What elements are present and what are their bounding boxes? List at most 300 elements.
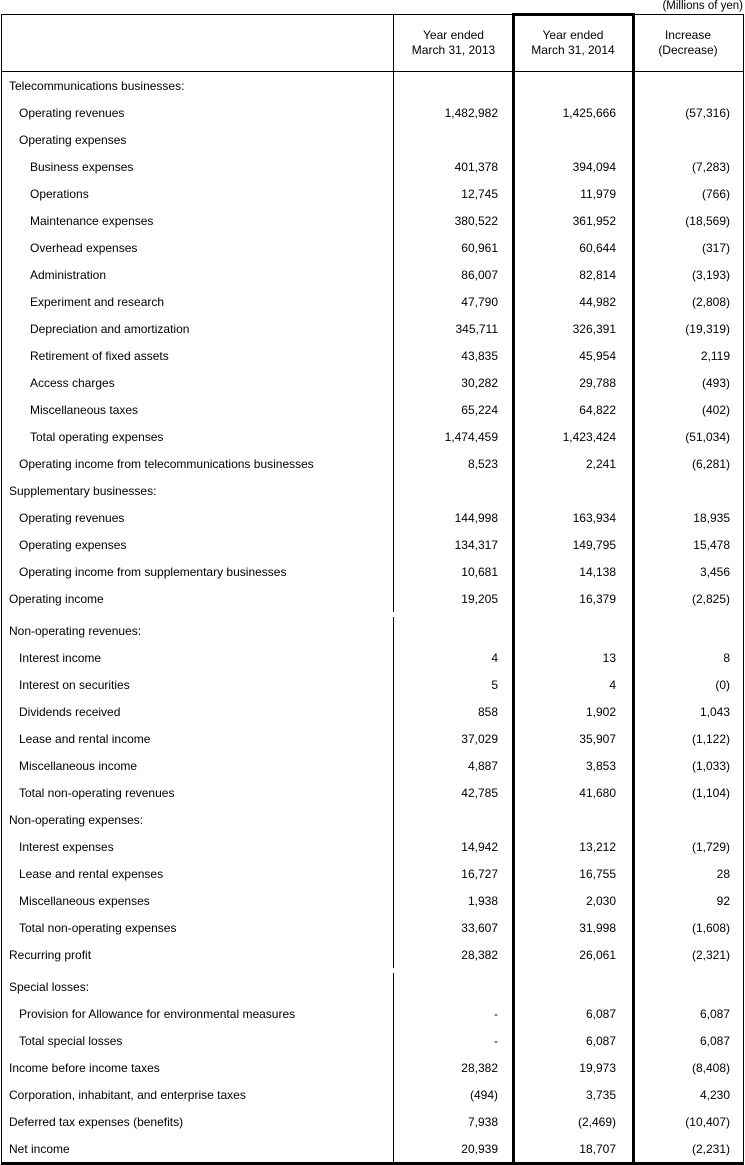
table-row — [2, 941, 743, 968]
cell-2013 — [394, 315, 514, 342]
header-year-2014 — [514, 15, 633, 71]
row-label-cell — [2, 973, 394, 1000]
cell-2014 — [514, 72, 633, 99]
cell-2014 — [514, 99, 633, 126]
cell-2014 — [514, 752, 633, 779]
header-increase-line1: Increase — [664, 28, 711, 42]
value-2013: 401,378 — [454, 159, 498, 174]
value-increase: 18,935 — [693, 510, 730, 525]
cell-increase — [633, 261, 743, 288]
row-label-cell — [2, 698, 394, 725]
row-label: Lease and rental income — [19, 731, 151, 746]
cell-2013 — [394, 531, 514, 558]
row-label: Overhead expenses — [30, 240, 138, 255]
value-increase: (19,319) — [685, 321, 730, 336]
value-increase: (0) — [715, 677, 730, 692]
row-label-cell — [2, 725, 394, 752]
cell-2014 — [514, 887, 633, 914]
header-year-2013-line2: March 31, 2013 — [411, 43, 496, 57]
row-label: Maintenance expenses — [30, 213, 154, 228]
value-increase: (18,569) — [685, 213, 730, 228]
cell-increase — [633, 72, 743, 99]
table-row — [2, 153, 743, 180]
table-row — [2, 887, 743, 914]
value-2014: 26,061 — [579, 947, 616, 962]
cell-2013 — [394, 72, 514, 99]
table-row — [2, 671, 743, 698]
table-row — [2, 558, 743, 585]
row-label: Retirement of fixed assets — [30, 348, 169, 363]
table-row — [2, 315, 743, 342]
table-row — [2, 833, 743, 860]
row-label-cell — [2, 671, 394, 698]
value-increase: (8,408) — [691, 1060, 730, 1075]
cell-increase — [633, 315, 743, 342]
table-row — [2, 531, 743, 558]
row-label: Experiment and research — [30, 294, 165, 309]
cell-2013 — [394, 860, 514, 887]
value-2013: 1,474,459 — [444, 429, 498, 444]
value-2014: 44,982 — [579, 294, 616, 309]
cell-2014 — [514, 941, 633, 968]
value-2014: 2,241 — [585, 456, 616, 471]
value-2014: 64,822 — [579, 402, 616, 417]
value-increase: (2,231) — [691, 1141, 730, 1156]
row-label-cell — [2, 261, 394, 288]
value-2013: 37,029 — [461, 731, 498, 746]
cell-2014 — [514, 1081, 633, 1108]
row-label: Operations — [30, 186, 89, 201]
cell-increase — [633, 644, 743, 671]
cell-increase — [633, 725, 743, 752]
value-increase: (493) — [701, 375, 730, 390]
value-increase: 1,043 — [699, 704, 730, 719]
row-label-cell — [2, 585, 394, 612]
table-row — [2, 585, 743, 612]
table-row — [2, 1000, 743, 1027]
row-label: Non-operating expenses: — [9, 812, 144, 827]
row-label-cell — [2, 617, 394, 644]
cell-increase — [633, 531, 743, 558]
value-2014: 361,952 — [572, 213, 616, 228]
value-increase: (1,729) — [691, 839, 730, 854]
value-2014: 35,907 — [579, 731, 616, 746]
row-label-cell — [2, 1027, 394, 1054]
cell-increase — [633, 698, 743, 725]
value-2013: 1,482,982 — [444, 105, 498, 120]
table-row — [2, 725, 743, 752]
value-increase: 2,119 — [700, 348, 730, 363]
value-increase: (2,808) — [691, 294, 730, 309]
value-2013: 144,998 — [454, 510, 498, 525]
cell-2013 — [394, 725, 514, 752]
value-2013: (494) — [469, 1087, 498, 1102]
cell-2014 — [514, 725, 633, 752]
value-2014: 4 — [609, 677, 616, 692]
cell-increase — [633, 504, 743, 531]
table-row — [2, 1054, 743, 1081]
cell-2013 — [394, 477, 514, 504]
cell-2013 — [394, 369, 514, 396]
cell-2014 — [514, 531, 633, 558]
row-label-cell — [2, 180, 394, 207]
value-2014: 1,423,424 — [562, 429, 616, 444]
cell-increase — [633, 180, 743, 207]
row-label-cell — [2, 1000, 394, 1027]
cell-increase — [633, 207, 743, 234]
cell-2014 — [514, 833, 633, 860]
value-2014: 16,379 — [579, 591, 616, 606]
value-2014: 11,979 — [580, 186, 616, 201]
cell-increase — [633, 99, 743, 126]
cell-2014 — [514, 973, 633, 1000]
cell-2013 — [394, 698, 514, 725]
header-label-cell — [2, 15, 394, 71]
value-2013: 30,282 — [461, 375, 498, 390]
table-row — [2, 180, 743, 207]
value-2013: 345,711 — [455, 321, 498, 336]
income-statement-table — [1, 14, 744, 1165]
value-2013: 8,523 — [467, 456, 498, 471]
cell-2013 — [394, 752, 514, 779]
header-year-2014-line1: Year ended — [542, 28, 604, 42]
row-label: Recurring profit — [9, 947, 92, 962]
value-2014: 326,391 — [572, 321, 616, 336]
row-label-cell — [2, 752, 394, 779]
cell-increase — [633, 779, 743, 806]
value-2014: 16,755 — [579, 866, 616, 881]
cell-increase — [633, 914, 743, 941]
row-label-cell — [2, 833, 394, 860]
table-row — [2, 423, 743, 450]
cell-2014 — [514, 369, 633, 396]
cell-2014 — [514, 261, 633, 288]
row-label: Miscellaneous income — [19, 758, 138, 773]
value-2014: 13,212 — [579, 839, 616, 854]
value-2013: 86,007 — [461, 267, 498, 282]
cell-2013 — [394, 261, 514, 288]
value-increase: 6,087 — [699, 1033, 730, 1048]
value-2013: 47,790 — [461, 294, 498, 309]
cell-2013 — [394, 887, 514, 914]
cell-increase — [633, 1081, 743, 1108]
cell-2013 — [394, 779, 514, 806]
value-2014: 82,814 — [579, 267, 616, 282]
value-2013: 380,522 — [454, 213, 498, 228]
row-label: Deferred tax expenses (benefits) — [9, 1114, 184, 1129]
value-2014: 394,094 — [572, 159, 616, 174]
cell-2014 — [514, 504, 633, 531]
cell-2014 — [514, 1054, 633, 1081]
table-row — [2, 126, 743, 153]
row-label: Provision for Allowance for environmental measures — [19, 1006, 296, 1021]
value-increase: 6,087 — [699, 1006, 730, 1021]
value-2014: 18,707 — [579, 1141, 616, 1156]
row-label: Special losses: — [9, 979, 90, 994]
cell-2014 — [514, 558, 633, 585]
cell-2013 — [394, 806, 514, 833]
row-label-cell — [2, 126, 394, 153]
value-increase: (10,407) — [685, 1114, 730, 1129]
table-row — [2, 1081, 743, 1108]
row-label: Total operating expenses — [30, 429, 164, 444]
cell-2014 — [514, 450, 633, 477]
table-row — [2, 477, 743, 504]
cell-increase — [633, 941, 743, 968]
cell-increase — [633, 585, 743, 612]
value-2013: 20,939 — [461, 1141, 498, 1156]
value-2013: 60,961 — [461, 240, 498, 255]
row-label: Interest expenses — [19, 839, 114, 854]
value-2013: 5 — [491, 677, 498, 692]
cell-2013 — [394, 504, 514, 531]
row-label: Operating revenues — [19, 105, 125, 120]
table-row — [2, 806, 743, 833]
value-2014: 3,853 — [585, 758, 616, 773]
row-label: Operating expenses — [19, 537, 127, 552]
row-label-cell — [2, 941, 394, 968]
row-label: Total non-operating revenues — [19, 785, 175, 800]
row-label-cell — [2, 1135, 394, 1162]
row-label: Total special losses — [19, 1033, 123, 1048]
cell-2014 — [514, 207, 633, 234]
row-label: Depreciation and amortization — [30, 321, 190, 336]
value-2014: 14,138 — [579, 564, 616, 579]
row-label: Administration — [30, 267, 107, 282]
cell-2013 — [394, 99, 514, 126]
table-row — [2, 1135, 743, 1162]
value-increase: (1,608) — [691, 920, 730, 935]
row-label: Miscellaneous taxes — [30, 402, 139, 417]
row-label: Supplementary businesses: — [9, 483, 157, 498]
row-label-cell — [2, 779, 394, 806]
row-label: Lease and rental expenses — [19, 866, 164, 881]
header-increase-line2: (Decrease) — [658, 43, 718, 57]
value-2013: 65,224 — [461, 402, 498, 417]
cell-2013 — [394, 558, 514, 585]
table-row — [2, 261, 743, 288]
row-label-cell — [2, 423, 394, 450]
table-row — [2, 612, 743, 644]
table-row — [2, 450, 743, 477]
value-2013: 19,205 — [461, 591, 498, 606]
value-2014: 6,087 — [585, 1006, 616, 1021]
value-2013: 4 — [491, 650, 498, 665]
cell-increase — [633, 477, 743, 504]
value-increase: (402) — [701, 402, 730, 417]
cell-2014 — [514, 1027, 633, 1054]
cell-increase — [633, 671, 743, 698]
row-label-cell — [2, 531, 394, 558]
table-row — [2, 396, 743, 423]
row-label: Operating income — [9, 591, 104, 606]
table-body — [2, 72, 743, 1162]
cell-2014 — [514, 1135, 633, 1162]
row-label-cell — [2, 914, 394, 941]
value-2014: 60,644 — [579, 240, 616, 255]
cell-increase — [633, 1054, 743, 1081]
row-label: Operating income from telecommunications businesses — [19, 456, 314, 471]
cell-2014 — [514, 1108, 633, 1135]
cell-2013 — [394, 644, 514, 671]
row-label-cell — [2, 1108, 394, 1135]
row-label-cell — [2, 342, 394, 369]
cell-2013 — [394, 342, 514, 369]
value-2014: 149,795 — [572, 537, 616, 552]
value-2013: - — [494, 1006, 498, 1021]
value-increase: 8 — [723, 650, 730, 665]
row-label: Net income — [9, 1141, 70, 1156]
value-increase: (57,316) — [685, 105, 730, 120]
value-2013: 28,382 — [461, 1060, 498, 1075]
header-year-2013 — [394, 15, 514, 71]
cell-2013 — [394, 585, 514, 612]
cell-2013 — [394, 941, 514, 968]
cell-2014 — [514, 396, 633, 423]
table-row — [2, 860, 743, 887]
cell-2014 — [514, 644, 633, 671]
row-label-cell — [2, 477, 394, 504]
value-increase: (2,321) — [691, 947, 730, 962]
cell-increase — [633, 806, 743, 833]
row-label-cell — [2, 396, 394, 423]
cell-2013 — [394, 914, 514, 941]
table-row — [2, 779, 743, 806]
cell-increase — [633, 342, 743, 369]
row-label-cell — [2, 72, 394, 99]
table-row — [2, 1108, 743, 1135]
cell-2013 — [394, 1135, 514, 1162]
row-label: Corporation, inhabitant, and enterprise taxes — [9, 1087, 246, 1102]
row-label-cell — [2, 207, 394, 234]
cell-2013 — [394, 207, 514, 234]
row-label: Operating income from supplementary businesses — [19, 564, 287, 579]
cell-2013 — [394, 1108, 514, 1135]
row-label-cell — [2, 644, 394, 671]
table-row — [2, 234, 743, 261]
row-label-cell — [2, 153, 394, 180]
value-increase: (7,283) — [691, 159, 730, 174]
value-2014: 29,788 — [579, 375, 616, 390]
value-2013: 43,835 — [461, 348, 498, 363]
cell-2013 — [394, 126, 514, 153]
table-row — [2, 644, 743, 671]
value-increase: (2,825) — [691, 591, 730, 606]
value-2013: 134,317 — [454, 537, 498, 552]
cell-2014 — [514, 153, 633, 180]
row-label-cell — [2, 234, 394, 261]
row-label: Access charges — [30, 375, 115, 390]
row-label-cell — [2, 450, 394, 477]
cell-increase — [633, 752, 743, 779]
cell-2013 — [394, 973, 514, 1000]
cell-2014 — [514, 126, 633, 153]
row-label-cell — [2, 558, 394, 585]
cell-2014 — [514, 698, 633, 725]
value-2014: 2,030 — [585, 893, 616, 908]
row-label: Dividends received — [19, 704, 121, 719]
cell-increase — [633, 450, 743, 477]
cell-2013 — [394, 450, 514, 477]
cell-increase — [633, 973, 743, 1000]
row-label-cell — [2, 504, 394, 531]
table-row — [2, 72, 743, 99]
value-2014: 45,954 — [579, 348, 616, 363]
row-label: Business expenses — [30, 159, 134, 174]
cell-2014 — [514, 779, 633, 806]
value-2013: 858 — [477, 704, 498, 719]
cell-increase — [633, 369, 743, 396]
row-label: Operating expenses — [19, 132, 127, 147]
cell-increase — [633, 1135, 743, 1162]
value-2013: 28,382 — [461, 947, 498, 962]
cell-2013 — [394, 833, 514, 860]
cell-2014 — [514, 806, 633, 833]
value-increase: 15,478 — [693, 537, 730, 552]
cell-2014 — [514, 342, 633, 369]
cell-2014 — [514, 1000, 633, 1027]
row-label-cell — [2, 288, 394, 315]
cell-2013 — [394, 288, 514, 315]
row-label: Total non-operating expenses — [19, 920, 177, 935]
value-increase: (6,281) — [691, 456, 730, 471]
value-increase: (317) — [701, 240, 730, 255]
value-increase: 3,456 — [699, 564, 730, 579]
value-increase: (766) — [701, 186, 730, 201]
cell-2013 — [394, 234, 514, 261]
value-2013: 16,727 — [461, 866, 498, 881]
row-label: Interest income — [19, 650, 102, 665]
cell-2013 — [394, 1054, 514, 1081]
cell-2013 — [394, 180, 514, 207]
row-label-cell — [2, 860, 394, 887]
cell-2014 — [514, 180, 633, 207]
row-label: Operating revenues — [19, 510, 125, 525]
value-2013: - — [494, 1033, 498, 1048]
cell-increase — [633, 833, 743, 860]
value-2013: 1,938 — [467, 893, 498, 908]
cell-2014 — [514, 423, 633, 450]
value-2013: 14,942 — [461, 839, 498, 854]
row-label: Non-operating revenues: — [9, 623, 142, 638]
cell-increase — [633, 234, 743, 261]
cell-2013 — [394, 1027, 514, 1054]
value-2014: 1,902 — [585, 704, 616, 719]
cell-increase — [633, 396, 743, 423]
row-label-cell — [2, 315, 394, 342]
units-note: (Millions of yen) — [662, 0, 743, 12]
value-increase: 28 — [716, 866, 730, 881]
value-2013: 4,887 — [467, 758, 498, 773]
value-2013: 33,607 — [461, 920, 498, 935]
cell-2014 — [514, 671, 633, 698]
cell-2014 — [514, 585, 633, 612]
value-increase: (1,122) — [691, 731, 730, 746]
cell-increase — [633, 126, 743, 153]
table-row — [2, 369, 743, 396]
row-label-cell — [2, 369, 394, 396]
header-year-2014-line2: March 31, 2014 — [531, 43, 615, 57]
cell-increase — [633, 1027, 743, 1054]
value-increase: (1,033) — [691, 758, 730, 773]
value-2013: 12,745 — [461, 186, 498, 201]
cell-2013 — [394, 617, 514, 644]
row-label-cell — [2, 806, 394, 833]
table-row — [2, 342, 743, 369]
header-increase-decrease — [633, 15, 743, 71]
cell-2014 — [514, 617, 633, 644]
cell-2014 — [514, 477, 633, 504]
